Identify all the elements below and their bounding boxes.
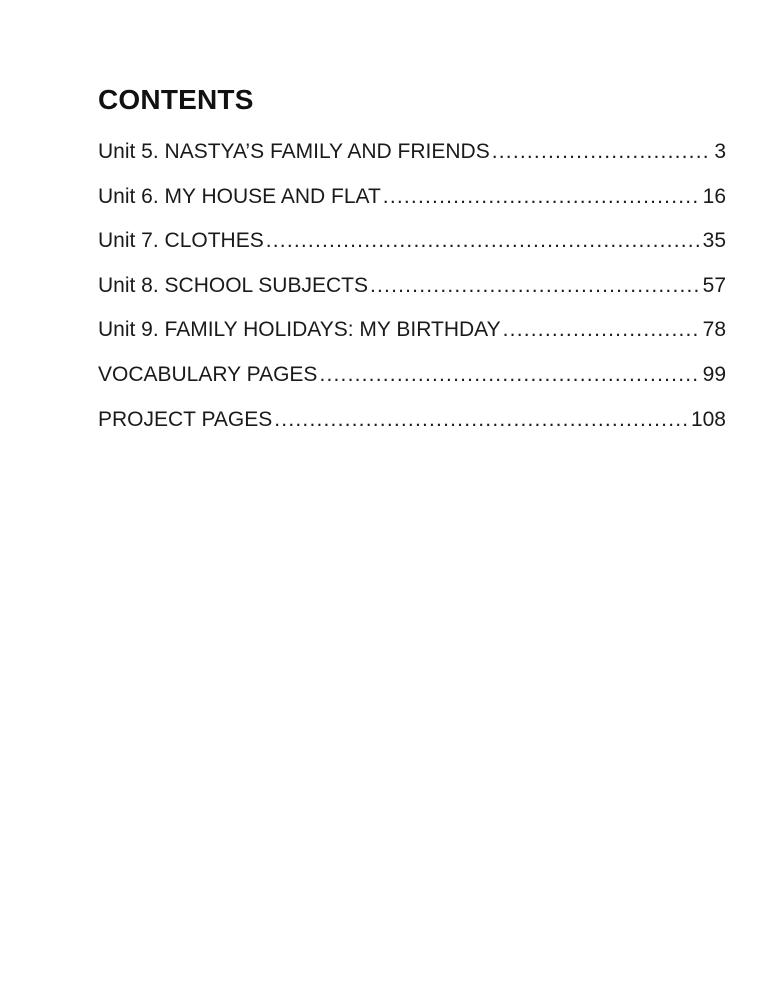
toc-entry-page-number: 57	[702, 273, 726, 297]
toc-entry-page-number: 99	[702, 362, 726, 386]
dot-leader	[266, 226, 699, 256]
toc-entry-unit-7[interactable]	[98, 226, 726, 271]
toc-entry-label: Unit 6. MY HOUSE AND FLAT	[98, 184, 381, 208]
toc-entry-label: Unit 8. SCHOOL SUBJECTS	[98, 273, 368, 297]
toc-entry-label: Unit 5. NASTYA’S FAMILY AND FRIENDS	[98, 140, 490, 163]
toc-entry-vocabulary-pages[interactable]	[98, 360, 726, 405]
dot-leader	[492, 137, 711, 167]
dot-leader	[503, 315, 699, 345]
toc-entry-label: PROJECT PAGES	[98, 407, 273, 431]
toc-entry-project-pages[interactable]	[98, 405, 726, 450]
dot-leader	[319, 360, 698, 390]
dot-leader	[274, 405, 687, 435]
toc-entry-label: Unit 9. FAMILY HOLIDAYS: MY BIRTHDAY	[98, 318, 501, 342]
toc-entry-page-number: 35	[702, 229, 726, 253]
toc-entry-unit-6[interactable]	[98, 182, 726, 227]
dot-leader	[370, 271, 699, 301]
toc-entry-page-number: 78	[702, 318, 726, 342]
toc-entry-unit-8[interactable]	[98, 271, 726, 316]
table-of-contents	[98, 137, 726, 449]
toc-entry-label: VOCABULARY PAGES	[98, 362, 318, 386]
toc-entry-unit-5[interactable]	[98, 137, 726, 182]
toc-entry-label: Unit 7. CLOTHES	[98, 229, 264, 253]
toc-entry-page-number: 3	[714, 140, 726, 163]
toc-entry-page-number: 108	[690, 407, 726, 431]
dot-leader	[383, 182, 699, 212]
toc-entry-page-number: 16	[702, 184, 726, 208]
page-title: CONTENTS	[98, 84, 254, 115]
toc-entry-unit-9[interactable]	[98, 315, 726, 360]
